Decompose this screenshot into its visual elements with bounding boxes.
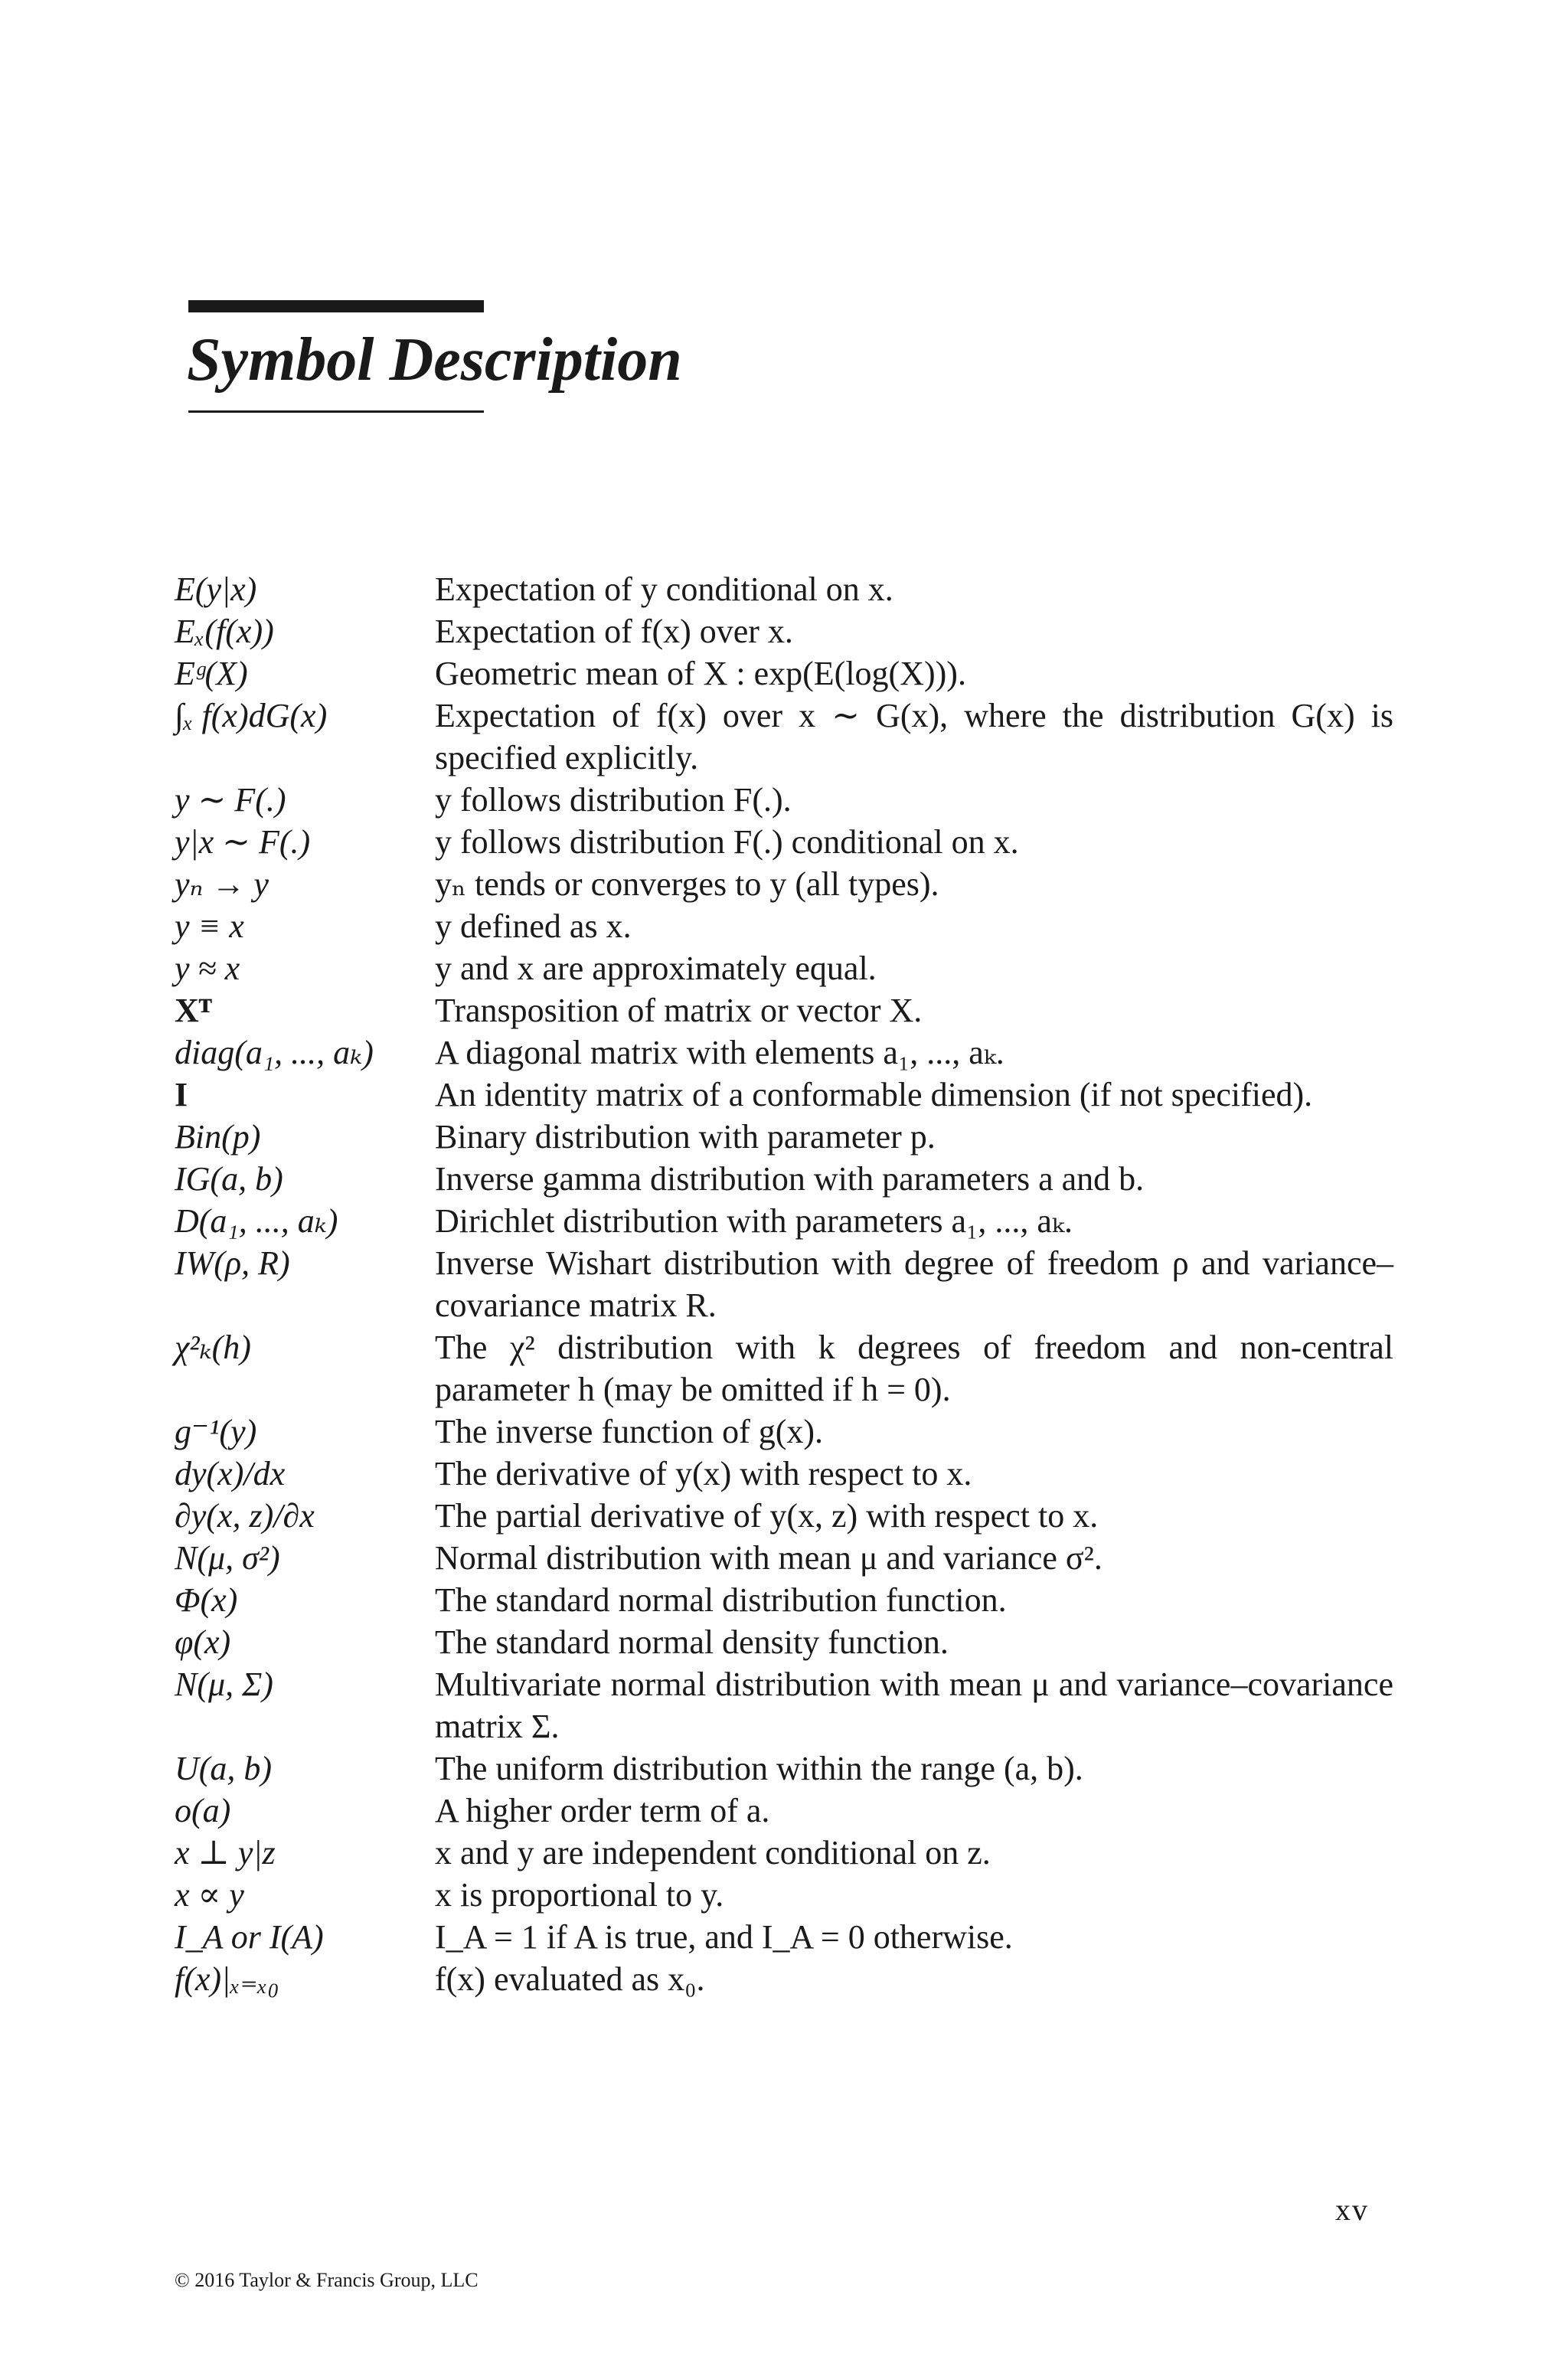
copyright-notice: © 2016 Taylor & Francis Group, LLC [175,2269,479,2291]
symbol-entry [175,1326,1393,1411]
symbol-entry [175,610,1393,652]
symbol-entry [175,1495,1393,1537]
symbol: N(μ, σ²) [175,1539,280,1577]
symbol-entry [175,989,1393,1031]
symbol-list [175,568,1393,2000]
symbol-description: y and x are approximately equal. [435,950,877,987]
symbol-entry [175,1031,1393,1074]
symbol: χ²ₖ(h) [175,1329,251,1366]
symbol-description: I_A = 1 if A is true, and I_A = 0 otherwise. [435,1918,1013,1956]
symbol-description: yₙ tends or converges to y (all types). [435,865,939,903]
symbol: Xᵀ [175,992,212,1029]
symbol: U(a, b) [175,1750,273,1787]
symbol-description: Binary distribution with parameter p. [435,1118,936,1156]
symbol-entry [175,1242,1393,1326]
symbol-entry [175,1200,1393,1242]
symbol: f(x)|ₓ₌ₓ₀ [175,1960,279,1998]
symbol-description: Geometric mean of X : exp(E(log(X))). [435,655,966,692]
symbol-description: Expectation of f(x) over x ∼ G(x), where the distribution G(x) is specified explicitly. [435,697,1393,776]
symbol-description: The inverse function of g(x). [435,1413,824,1450]
symbol-entry [175,1874,1393,1916]
symbol-entry [175,947,1393,989]
symbol-entry [175,1158,1393,1200]
symbol: dy(x)/dx [175,1455,286,1492]
symbol-entry [175,652,1393,695]
symbol-description: y follows distribution F(.) conditional on x. [435,823,1019,861]
symbol-description: The uniform distribution within the range (a, b). [435,1750,1083,1787]
chapter-top-rule [188,300,484,312]
symbol-entry [175,1747,1393,1790]
symbol: IW(ρ, R) [175,1244,290,1282]
page-number: xv [1335,2192,1369,2227]
symbol: Eₓ(f(x)) [175,613,274,650]
symbol-entry [175,1074,1393,1116]
symbol-description: Expectation of f(x) over x. [435,613,793,650]
symbol: g⁻¹(y) [175,1413,257,1450]
symbol-entry [175,905,1393,947]
symbol-description: Multivariate normal distribution with mean μ and variance–covariance matrix Σ. [435,1666,1393,1745]
symbol-description: The derivative of y(x) with respect to x. [435,1455,972,1492]
symbol-description: Normal distribution with mean μ and variance σ². [435,1539,1102,1577]
symbol-description: The partial derivative of y(x, z) with respect to x. [435,1497,1099,1535]
symbol-entry [175,1579,1393,1621]
symbol: I [175,1076,188,1113]
symbol: y ≡ x [175,907,244,945]
symbol-description: Inverse Wishart distribution with degree of freedom ρ and variance–covariance matrix R. [435,1244,1393,1324]
symbol-description: y follows distribution F(.). [435,781,792,819]
symbol: Bin(p) [175,1118,261,1156]
symbol-entry [175,1621,1393,1663]
title-underline [188,410,484,413]
symbol-description: x is proportional to y. [435,1876,724,1914]
symbol: y ≈ x [175,950,240,987]
symbol: IG(a, b) [175,1160,283,1198]
symbol-description: A higher order term of a. [435,1792,770,1829]
symbol: ∫ₓ f(x)dG(x) [175,697,328,734]
symbol-description: The standard normal distribution function. [435,1581,1007,1619]
symbol-entry [175,695,1393,779]
symbol-description: The standard normal density function. [435,1623,949,1661]
symbol-description: f(x) evaluated as x₀. [435,1960,705,1998]
symbol-entry [175,1958,1393,2000]
symbol-entry [175,779,1393,821]
symbol: x ∝ y [175,1876,244,1914]
symbol-description: Transposition of matrix or vector X. [435,992,923,1029]
symbol-entry [175,1790,1393,1832]
symbol: φ(x) [175,1623,231,1661]
symbol: I_A or I(A) [175,1918,324,1956]
symbol-description: y defined as x. [435,907,632,945]
symbol-entry [175,1537,1393,1579]
symbol-description: An identity matrix of a conformable dimension (if not specified). [435,1076,1313,1113]
symbol-entry [175,1663,1393,1747]
symbol-entry [175,821,1393,863]
symbol: D(a₁, ..., aₖ) [175,1202,338,1240]
symbol: yₙ → y [175,865,269,903]
symbol: y ∼ F(.) [175,781,286,819]
symbol-entry [175,1453,1393,1495]
symbol: N(μ, Σ) [175,1666,273,1703]
symbol-entry [175,1832,1393,1874]
symbol-description: A diagonal matrix with elements a₁, ..., aₖ. [435,1034,1004,1071]
symbol: y|x ∼ F(.) [175,823,311,861]
symbol-description: Expectation of y conditional on x. [435,570,893,608]
symbol-description: Inverse gamma distribution with parameters a and b. [435,1160,1145,1198]
symbol: E(y|x) [175,570,257,608]
symbol-description: Dirichlet distribution with parameters a₁, ..., aₖ. [435,1202,1073,1240]
symbol-entry [175,1916,1393,1958]
symbol: Eᵍ(X) [175,655,248,692]
symbol-entry [175,863,1393,905]
page-title: Symbol Description [187,326,682,394]
symbol-description: x and y are independent conditional on z. [435,1834,991,1871]
symbol-entry [175,1411,1393,1453]
symbol: x ⊥ y|z [175,1834,276,1871]
symbol: ∂y(x, z)/∂x [175,1497,315,1535]
symbol-entry [175,568,1393,610]
symbol-entry [175,1116,1393,1158]
symbol: diag(a₁, ..., aₖ) [175,1034,374,1071]
symbol: Φ(x) [175,1581,238,1619]
symbol: o(a) [175,1792,231,1829]
symbol-description: The χ² distribution with k degrees of freedom and non-central parameter h (may be omitted if h = 0). [435,1329,1393,1408]
